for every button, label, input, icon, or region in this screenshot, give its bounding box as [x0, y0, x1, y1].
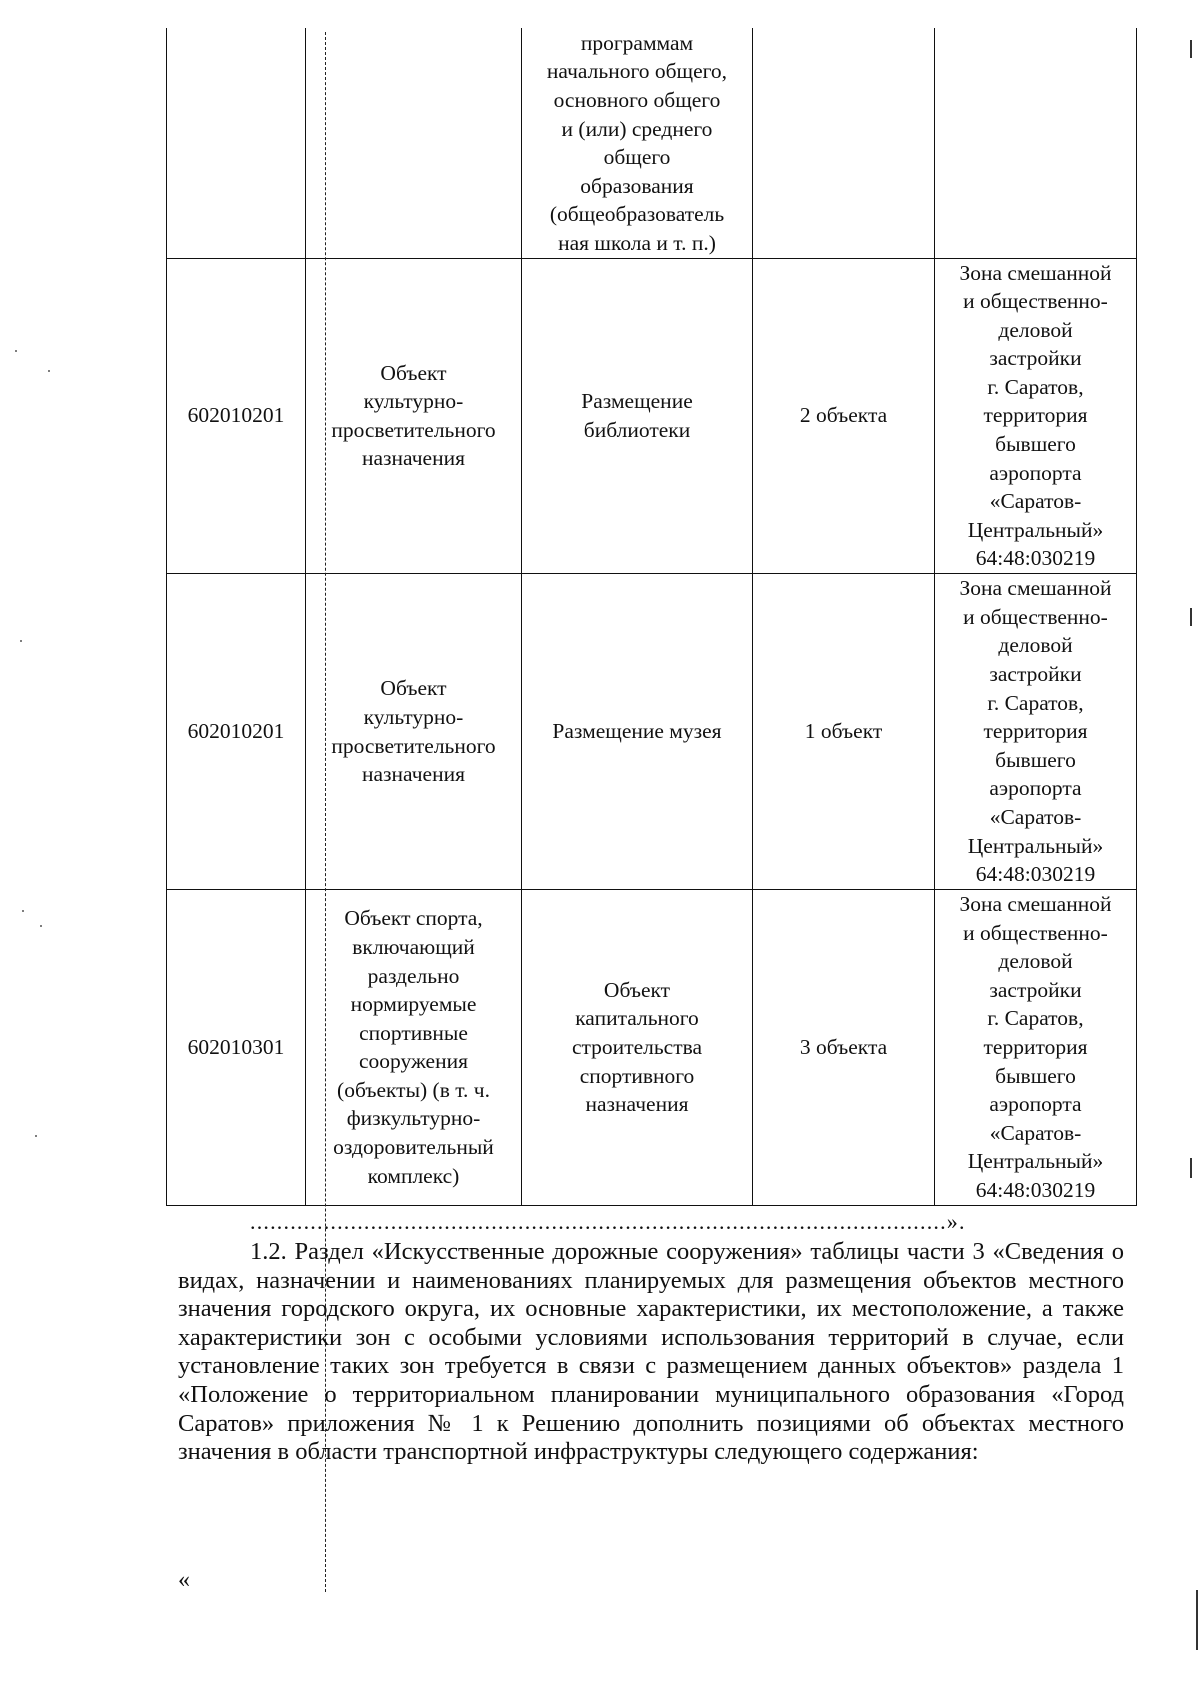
- scan-artifact: [20, 640, 22, 642]
- object-location-cell: Зона смешанной и общественно- деловой застройки г. Саратов, территория бывшего аэропорта «Саратов- Центральный» 64:48:030219: [935, 574, 1137, 890]
- object-name-cell: Объект культурно- просветительного назначения: [306, 258, 522, 574]
- amendment-paragraph: 1.2. Раздел «Искусственные дорожные сооружения» таблицы части 3 «Сведения о видах, назначении и наименованиях планируемых для размещения объектов местного значения городского округа, их основные характеристики, их местоположение, а также характеристики зон с особыми условиями использования территорий в случае, если установление таких зон требуется в связи с размещением данных объектов» раздела 1 «Положение о территориальном планировании муниципального образования «Город Саратов» приложения № 1 к Решению дополнить позициями об объектах местного значения в области транспортной инфраструктуры следующего содержания:: [178, 1238, 1124, 1466]
- scan-artifact: [48, 370, 50, 372]
- object-location-cell: [935, 28, 1137, 258]
- scan-artifact: [1196, 1590, 1198, 1650]
- ellipsis-line: ........................................................................................................».: [250, 1209, 966, 1234]
- object-name-cell: Объект культурно- просветительного назначения: [306, 574, 522, 890]
- scan-artifact: [15, 350, 17, 352]
- object-purpose-cell: Размещение музея: [522, 574, 753, 890]
- scan-artifact: [1190, 608, 1192, 626]
- objects-table: [166, 28, 1137, 1206]
- object-name-cell: [306, 28, 522, 258]
- scan-artifact: [40, 925, 42, 927]
- opening-quote: «: [178, 1567, 190, 1593]
- object-code-cell: 602010301: [167, 890, 306, 1206]
- object-location-cell: Зона смешанной и общественно- деловой застройки г. Саратов, территория бывшего аэропорта «Саратов- Центральный» 64:48:030219: [935, 258, 1137, 574]
- object-quantity-cell: 2 объекта: [753, 258, 935, 574]
- object-name-cell: Объект спорта, включающий раздельно нормируемые спортивные сооружения (объекты) (в т. ч. физкультурно- оздоровительный комплекс): [306, 890, 522, 1206]
- object-quantity-cell: 1 объект: [753, 574, 935, 890]
- object-code-cell: 602010201: [167, 574, 306, 890]
- object-purpose-cell: Размещение библиотеки: [522, 258, 753, 574]
- scan-artifact: [22, 910, 24, 912]
- object-quantity-cell: [753, 28, 935, 258]
- object-code-cell: 602010201: [167, 258, 306, 574]
- object-quantity-cell: 3 объекта: [753, 890, 935, 1206]
- table-row: [167, 574, 1137, 890]
- scan-artifact: [1190, 1158, 1192, 1178]
- table-row: [167, 890, 1137, 1206]
- table-row: [167, 258, 1137, 574]
- scan-artifact: [35, 1135, 37, 1137]
- object-purpose-cell: программам начального общего, основного общего и (или) среднего общего образования (общеобразователь ная школа и т. п.): [522, 28, 753, 258]
- object-location-cell: Зона смешанной и общественно- деловой застройки г. Саратов, территория бывшего аэропорта «Саратов- Центральный» 64:48:030219: [935, 890, 1137, 1206]
- object-code-cell: [167, 28, 306, 258]
- object-purpose-cell: Объект капитального строительства спортивного назначения: [522, 890, 753, 1206]
- scan-artifact: [1190, 40, 1192, 58]
- table-row: [167, 28, 1137, 258]
